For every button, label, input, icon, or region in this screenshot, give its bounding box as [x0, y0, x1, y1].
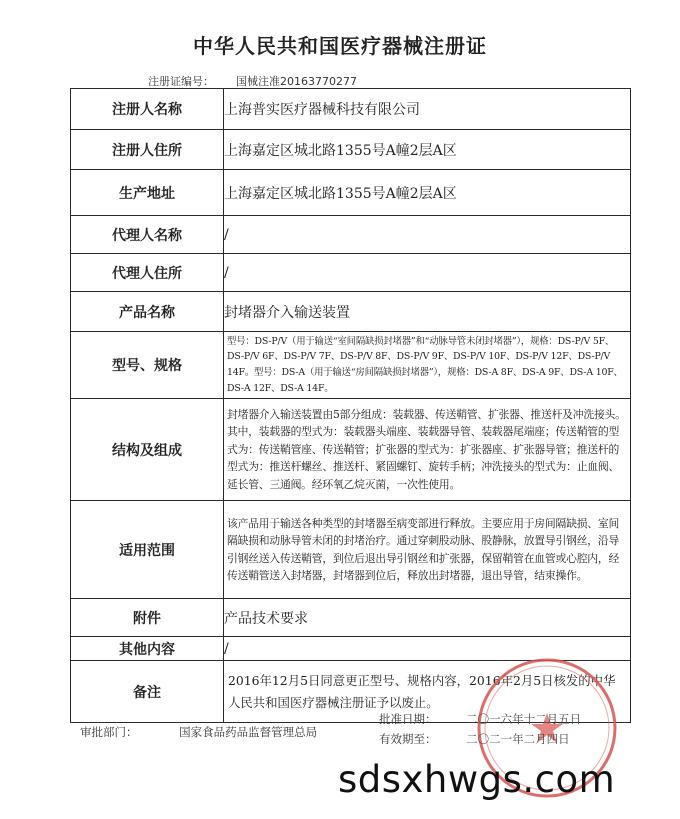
label-registrant-address: 注册人住所 — [71, 130, 224, 170]
approval-date-label: 批准日期： — [379, 712, 437, 726]
row-model-spec — [71, 332, 631, 399]
label-remarks: 备注 — [71, 661, 224, 723]
approval-department-label: 审批部门： — [80, 725, 138, 739]
value-model-spec: 型号：DS-P/V（用于输送“室间隔缺损封堵器”和“动脉导管未闭封堵器”），规格：DS-P/V 5F、DS-P/V 6F、DS-P/V 7F、DS-P/V 8F、DS-P/V 9F、DS-P/V 10F、DS-P/V 12F、DS-P/V 14F。型号：DS-A（用于输送“房间隔缺损封堵器”），规格：DS-A 8F、DS-A 9F、DS-A 10F、DS-A 12F、DS-A 14F。 — [224, 332, 631, 399]
label-agent-name: 代理人名称 — [71, 216, 224, 254]
value-registrant-name: 上海普实医疗器械科技有限公司 — [224, 89, 631, 130]
row-scope — [71, 501, 631, 599]
value-registrant-address: 上海嘉定区城北路1355号A幢2层A区 — [224, 130, 631, 170]
row-structure — [71, 399, 631, 501]
approval-date — [379, 711, 581, 727]
registration-number — [148, 73, 357, 89]
row-agent-address — [71, 254, 631, 292]
label-registrant-name: 注册人名称 — [71, 89, 224, 130]
label-attachment: 附件 — [71, 599, 224, 637]
value-structure: 封堵器介入输送装置由5部分组成：装载器、传送鞘管、扩张器、推送杆及冲洗接头。其中，装载器的型式为：装载器头端座、装载器导管、装载器尾端座；传送鞘管的型式为：传送鞘管座、传送鞘管；扩张器的型式为：扩张器座、扩张器导管；推送杆的型式为：推送杆螺丝、推送杆、紧固螺钉、旋转手柄；冲洗接头的型式为：止血阀、延长管、三通阀。经环氧乙烷灭菌，一次性使用。 — [224, 399, 631, 501]
label-other: 其他内容 — [71, 637, 224, 661]
value-scope: 该产品用于输送各种类型的封堵器至病变部进行释放。主要应用于房间隔缺损、室间隔缺损和动脉导管未闭的封堵治疗。通过穿刺股动脉、股静脉，放置导引钢丝，沿导引钢丝送入传送鞘管，到位后退出导引钢丝和扩张器，保留鞘管在血管或心腔内，经传送鞘管送入封堵器，封堵器到位后，释放出封堵器，退出导管，结束操作。 — [224, 501, 631, 599]
row-agent-name — [71, 216, 631, 254]
valid-until-label: 有效期至： — [379, 732, 437, 746]
label-product-name: 产品名称 — [71, 292, 224, 332]
registration-form-table — [70, 88, 631, 723]
label-model-spec: 型号、规格 — [71, 332, 224, 399]
approval-department — [80, 724, 317, 740]
registration-number-value: 国械注准20163770277 — [236, 75, 357, 88]
value-agent-address: / — [224, 254, 631, 292]
value-product-name: 封堵器介入输送装置 — [224, 292, 631, 332]
approval-date-value: 二〇一六年十二月五日 — [466, 712, 582, 726]
row-registrant-address — [71, 130, 631, 170]
valid-until — [379, 731, 570, 747]
approval-department-value: 国家食品药品监督管理总局 — [179, 725, 318, 739]
registration-number-label: 注册证编号： — [148, 75, 214, 88]
row-attachment — [71, 599, 631, 637]
value-remarks: 2016年12月5日同意更正型号、规格内容，2016年2月5日核发的中华人民共和国医疗器械注册证予以废止。 — [224, 661, 631, 723]
value-production-address: 上海嘉定区城北路1355号A幢2层A区 — [224, 170, 631, 216]
watermark-text: sdsxhwgs.com — [338, 758, 616, 801]
row-production-address — [71, 170, 631, 216]
label-production-address: 生产地址 — [71, 170, 224, 216]
label-scope: 适用范围 — [71, 501, 224, 599]
valid-until-value: 二〇二一年二月四日 — [466, 732, 570, 746]
label-agent-address: 代理人住所 — [71, 254, 224, 292]
label-structure: 结构及组成 — [71, 399, 224, 501]
value-attachment: 产品技术要求 — [224, 599, 631, 637]
value-other: / — [224, 637, 631, 661]
value-agent-name: / — [224, 216, 631, 254]
row-product-name — [71, 292, 631, 332]
row-registrant-name — [71, 89, 631, 130]
document-title: 中华人民共和国医疗器械注册证 — [193, 34, 487, 58]
